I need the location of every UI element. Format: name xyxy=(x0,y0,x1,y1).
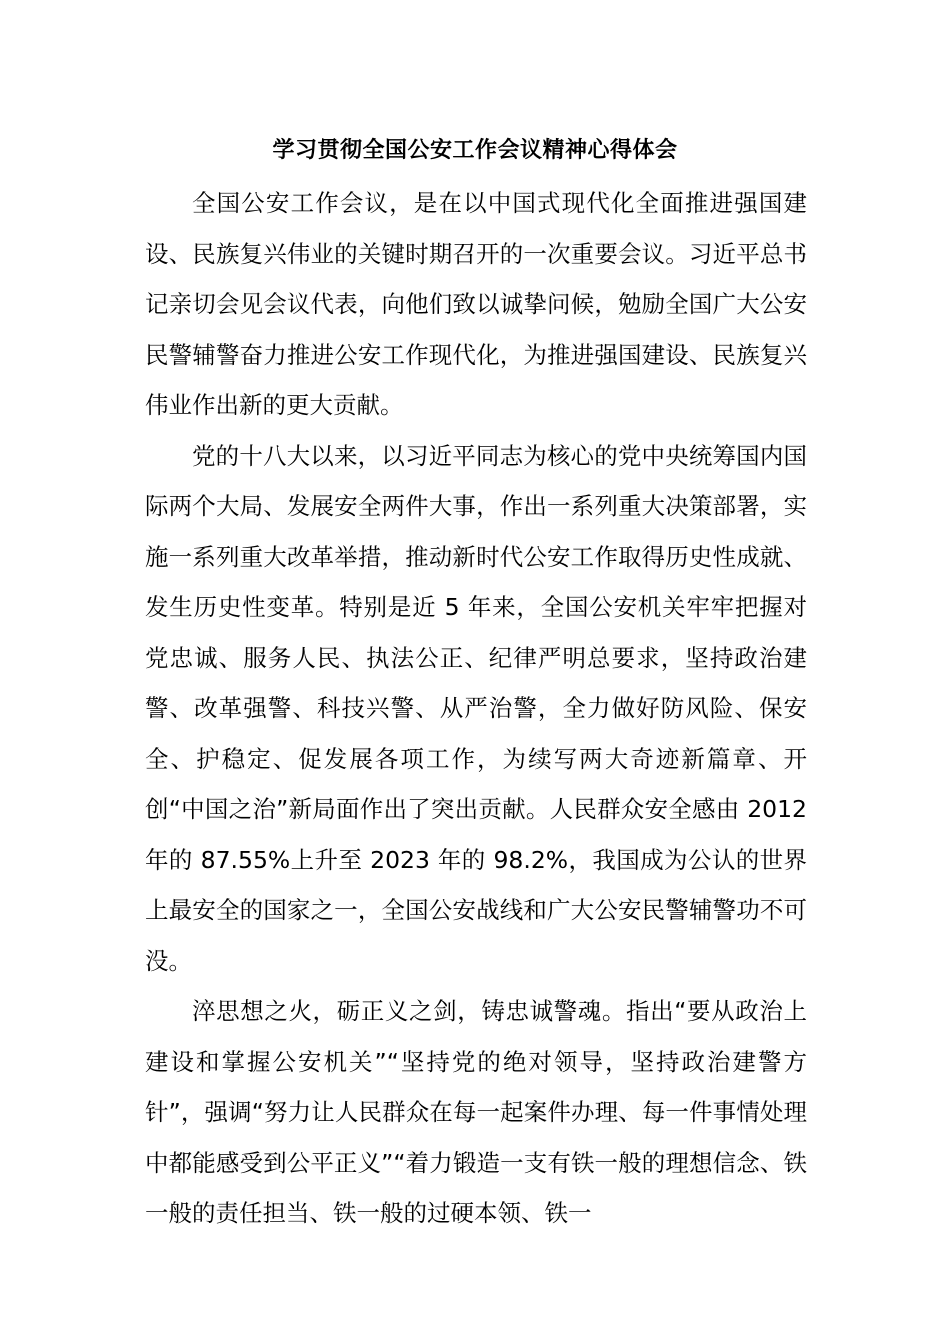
paragraph-1: 全国公安工作会议，是在以中国式现代化全面推进强国建设、民族复兴伟业的关键时期召开的一次重要会议。习近平总书记亲切会见会议代表，向他们致以诚挚问候，勉励全国广大公安民警辅警奋力推进公安工作现代化，为推进强国建设、民族复兴伟业作出新的更大贡献。 xyxy=(145,189,807,419)
paragraph-2: 党的十八大以来，以习近平同志为核心的党中央统筹国内国际两个大局、发展安全两件大事，作出一系列重大决策部署，实施一系列重大改革举措，推动新时代公安工作取得历史性成就、发生历史性变革。特别是近 5 年来，全国公安机关牢牢把握对党忠诚、服务人民、执法公正、纪律严明总要求，坚持政治建警、改革强警、科技兴警、从严治警，全力做好防风险、保安全、护稳定、促发展各项工作，为续写两大奇迹新篇章、开创“中国之治”新局面作出了突出贡献。人民群众安全感由 2012 年的 87.55%上升至 2023 年的 98.2%，我国成为公认的世界上最安全的国家之一，全国公安战线和广大公安民警辅警功不可没。 xyxy=(145,441,807,975)
document-body xyxy=(145,178,807,1239)
paragraph-3: 淬思想之火，砺正义之剑，铸忠诚警魂。指出“要从政治上建设和掌握公安机关”“坚持党的绝对领导，坚持政治建警方针”，强调“努力让人民群众在每一起案件办理、每一件事情处理中都能感受到公平正义”“着力锻造一支有铁一般的理想信念、铁一般的责任担当、铁一般的过硬本领、铁一 xyxy=(145,997,807,1227)
document-title: 学习贯彻全国公安工作会议精神心得体会 xyxy=(272,138,678,163)
